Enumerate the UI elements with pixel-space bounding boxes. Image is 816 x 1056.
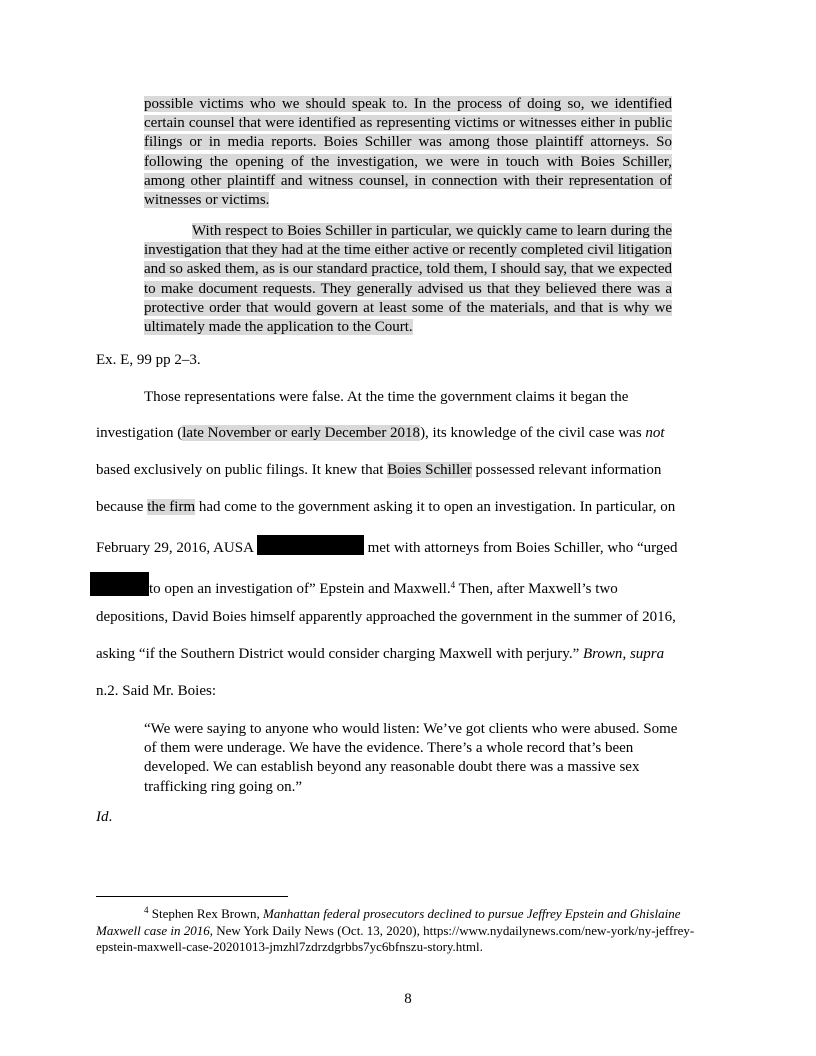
body-line-7 xyxy=(96,608,716,626)
body-text: to open an investigation of” Epstein and Maxwell. xyxy=(149,581,451,597)
page-number: 8 xyxy=(404,991,412,1007)
body-text: , xyxy=(622,646,630,662)
emphasis-not: not xyxy=(645,425,665,441)
body-line-5 xyxy=(96,535,716,557)
footnote-4 xyxy=(96,906,716,956)
footnote-reference: 4 xyxy=(450,580,456,590)
exhibit-citation: Ex. E, 99 pp 2–3. xyxy=(96,352,201,368)
body-text: based exclusively on public filings. It knew that xyxy=(96,462,388,478)
footnote-author: Stephen Rex Brown, xyxy=(148,906,263,921)
block-quote-2-text: With respect to Boies Schiller in particular, we quickly came to learn during the investigation that they had at the time either active or recently completed civil litigation and so asked them, as is our standard practice, told them, I should say, that we expected to make document requests. They generally advised us that they believed there was a protective order that would govern at least some of the materials, and that is why we ultimately made the application to the Court. xyxy=(144,223,672,336)
footnote-separator xyxy=(96,896,288,897)
boies-quote-text: “We were saying to anyone who would listen: We’ve got clients who were abused. Some of them were underage. We have the evidence. There’s a whole record that’s been developed. We can establish beyond any reasonable doubt there was a massive sex trafficking ring going on.” xyxy=(144,721,678,795)
block-quote-2 xyxy=(144,222,672,337)
footnote-marker: 4 xyxy=(144,905,149,915)
citation-supra: supra xyxy=(629,646,665,662)
body-line-8 xyxy=(96,645,716,663)
citation-brown: Brown xyxy=(582,646,623,662)
body-line-3 xyxy=(96,461,716,479)
body-text: because xyxy=(96,499,148,515)
body-text: asking “if the Southern District would consider charging Maxwell with perjury.” xyxy=(96,646,583,662)
body-text: possessed relevant information xyxy=(471,462,662,478)
highlight-the-firm: the firm xyxy=(147,499,196,515)
redaction-box xyxy=(90,572,149,596)
body-text: investigation ( xyxy=(96,425,183,441)
body-text: ), its knowledge of the civil case was xyxy=(420,425,646,441)
body-text: met with attorneys from Boies Schiller, who “urged xyxy=(363,540,678,556)
id-citation-period: . xyxy=(108,809,113,825)
block-quote-1-text: possible victims who we should speak to. In the process of doing so, we identified certain counsel that were identified as representing victims or witnesses either in public filings or in media reports. Boies Schiller was among those plaintiff attorneys. So following the opening of the investigation, we were in touch with Boies Schiller, among other plaintiff and witness counsel, in connection with their representation of witnesses or victims. xyxy=(144,96,672,209)
body-text: n.2. Said Mr. Boies: xyxy=(96,683,217,699)
body-line-1 xyxy=(144,388,764,406)
body-line-2 xyxy=(96,424,716,442)
id-citation-text: Id xyxy=(96,809,109,825)
highlight-boies-schiller: Boies Schiller xyxy=(387,462,472,478)
boies-quote xyxy=(144,720,680,797)
id-citation xyxy=(96,808,112,826)
body-line-4 xyxy=(96,498,716,516)
highlight-dates: late November or early December 2018 xyxy=(182,425,421,441)
body-text: Those representations were false. At the time the government claims it began the xyxy=(144,389,629,405)
footnote-source: , New York Daily News (Oct. 13, 2020), https://www.nydailynews.com/new-york/ny-jeffrey-epstein-maxwell-case-20201013-jmzhl7zdrzdgrbbs7yc6bfnszu-story.html. xyxy=(96,922,695,954)
footnote-title: Manhattan federal prosecutors declined to pursue Jeffrey Epstein and Ghislaine Maxwell case in 2016 xyxy=(96,906,681,938)
redaction-box xyxy=(257,535,364,555)
body-text: Then, after Maxwell’s two xyxy=(455,581,618,597)
body-line-9 xyxy=(96,682,716,700)
body-text: had come to the government asking it to open an investigation. In particular, on xyxy=(195,499,676,515)
block-quote-1 xyxy=(144,95,672,210)
body-text: February 29, 2016, AUSA xyxy=(96,540,257,556)
body-line-6 xyxy=(90,572,710,598)
body-text: depositions, David Boies himself apparently approached the government in the summer of 2016, xyxy=(96,609,676,625)
